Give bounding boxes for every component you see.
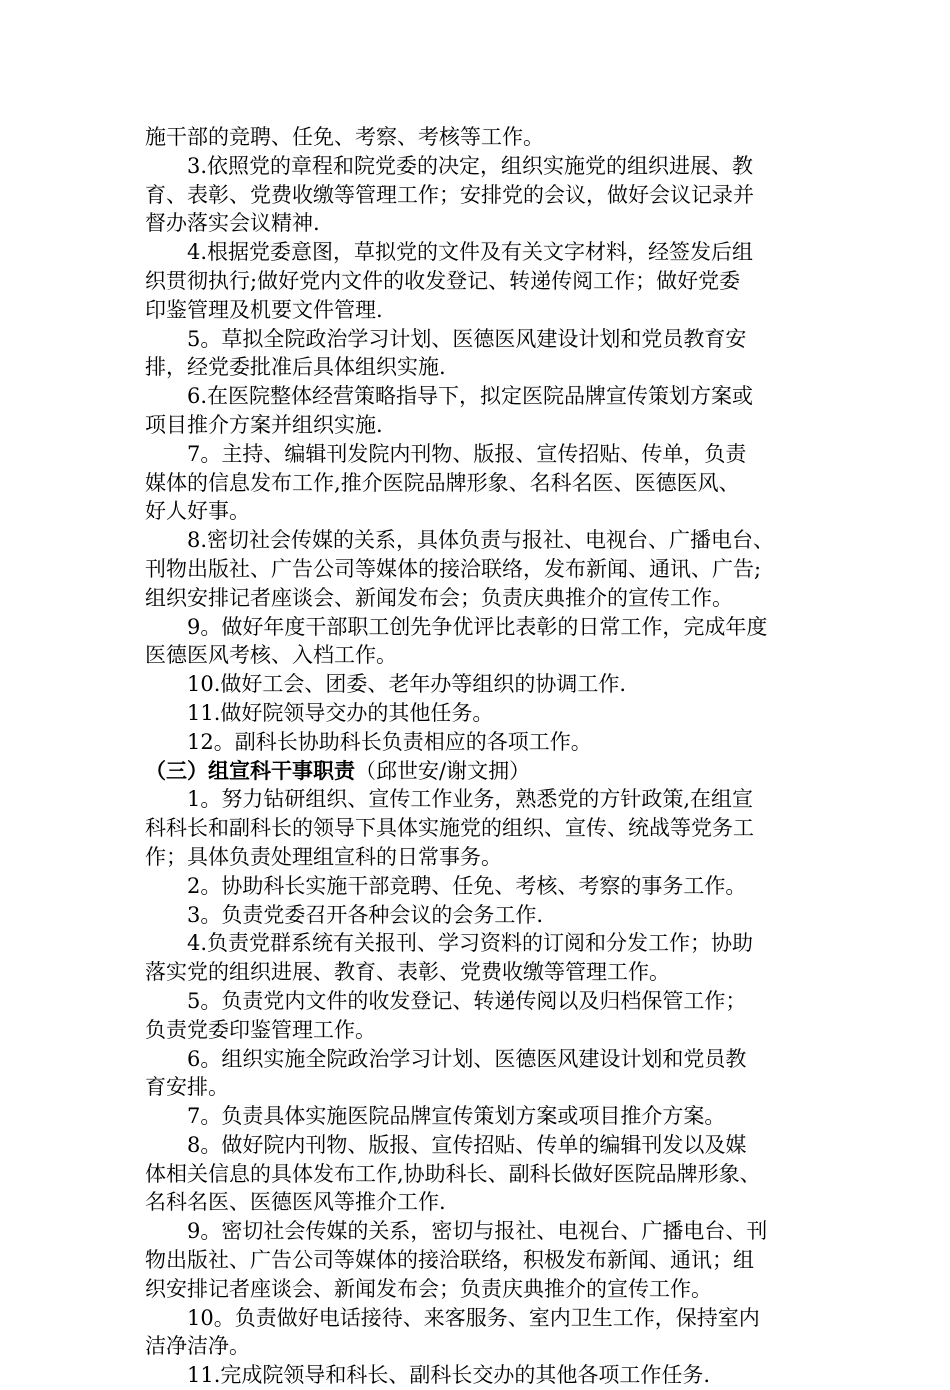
text-line: 项目推介方案并组织实施.: [145, 412, 383, 437]
text-line: 作；具体负责处理组宣科的日常事务。: [145, 844, 502, 869]
text-line: 8。做好院内刊物、版报、宣传招贴、传单的编辑刊发以及媒: [187, 1132, 747, 1157]
text-line: 9。做好年度干部职工创先争优评比表彰的日常工作，完成年度: [187, 614, 768, 639]
text-line: 负责党委印鉴管理工作。: [145, 1017, 376, 1042]
text-line: 10。负责做好电话接待、来客服务、室内卫生工作，保持室内: [187, 1305, 760, 1330]
section-title: （三）组宣科干事职责: [145, 757, 355, 783]
text-line: 好人好事。: [145, 499, 250, 524]
text-line: 体相关信息的具体发布工作,协助科长、副科长做好医院品牌形象、: [145, 1161, 761, 1186]
text-line: 2。协助科长实施干部竞聘、任免、考核、考察的事务工作。: [187, 873, 747, 898]
text-line: 督办落实会议精神.: [145, 211, 320, 236]
text-line: 10.做好工会、团委、老年办等组织的协调工作.: [187, 672, 627, 697]
text-line: 科科长和副科长的领导下具体实施党的组织、宣传、统战等党务工: [145, 816, 754, 841]
text-line: 7。负责具体实施医院品牌宣传策划方案或项目推介方案。: [187, 1104, 726, 1129]
text-line: 6.在医院整体经营策略指导下，拟定医院品牌宣传策划方案或: [187, 384, 754, 409]
text-line: 3。负责党委召开各种会议的会务工作.: [187, 902, 544, 927]
text-line: 织贯彻执行;做好党内文件的收发登记、转递传阅工作；做好党委: [145, 268, 741, 293]
text-line: 4.根据党委意图，草拟党的文件及有关文字材料，经签发后组: [187, 240, 754, 265]
text-line: 施干部的竞聘、任免、考察、考核等工作。: [145, 125, 544, 149]
text-line: 1。努力钻研组织、宣传工作业务，熟悉党的方针政策,在组宣: [187, 787, 754, 812]
text-line: 媒体的信息发布工作,推介医院品牌形象、名科名医、医德医风、: [145, 470, 740, 495]
text-line: 5。负责党内文件的收发登记、转递传阅以及归档保管工作；: [187, 988, 747, 1013]
text-line: 11.完成院领导和科长、副科长交办的其他各项工作任务.: [187, 1363, 711, 1388]
text-line: 8.密切社会传媒的关系，具体负责与报社、电视台、广播电台、: [187, 528, 775, 553]
text-line: 9。密切社会传媒的关系，密切与报社、电视台、广播电台、刊: [187, 1219, 768, 1244]
text-line: 刊物出版社、广告公司等媒体的接洽联络，发布新闻、通讯、广告;: [145, 556, 762, 581]
text-line: 洁净洁净。: [145, 1334, 250, 1359]
text-line: 3.依照党的章程和院党委的决定，组织实施党的组织进展、教: [187, 153, 754, 178]
text-line: 6。组织实施全院政治学习计划、医德医风建设计划和党员教: [187, 1046, 747, 1071]
text-line: 织安排记者座谈会、新闻发布会；负责庆典推介的宣传工作。: [145, 1276, 712, 1301]
text-line: 12。副科长协助科长负责相应的各项工作。: [187, 729, 592, 754]
text-line: 育、表彰、党费收缴等管理工作；安排党的会议，做好会议记录并: [145, 182, 754, 207]
text-line: 医德医风考核、入档工作。: [145, 643, 397, 668]
text-line: 5。草拟全院政治学习计划、医德医风建设计划和党员教育安: [187, 326, 747, 351]
section-heading: [145, 757, 825, 786]
text-line: 7。主持、编辑刊发院内刊物、版报、宣传招贴、传单，负责: [187, 441, 747, 466]
text-line: 物出版社、广告公司等媒体的接洽联络，积极发布新闻、通讯；组: [145, 1248, 754, 1273]
section-note: （邱世安/谢文拥）: [355, 758, 531, 783]
text-line: 名科名医、医德医风等推介工作.: [145, 1190, 446, 1215]
text-line: 组织安排记者座谈会、新闻发布会；负责庆典推介的宣传工作。: [145, 585, 733, 610]
text-line: 11.做好院领导交办的其他任务。: [187, 700, 494, 725]
document-page: [145, 123, 825, 1390]
text-line: 印鉴管理及机要文件管理.: [145, 297, 383, 322]
text-line: 育安排。: [145, 1075, 229, 1100]
text-line: 落实党的组织进展、教育、表彰、党费收缴等管理工作。: [145, 960, 670, 985]
text-line: 4.负责党群系统有关报刊、学习资料的订阅和分发工作；协助: [187, 931, 754, 956]
text-line: 排，经党委批准后具体组织实施.: [145, 355, 446, 380]
